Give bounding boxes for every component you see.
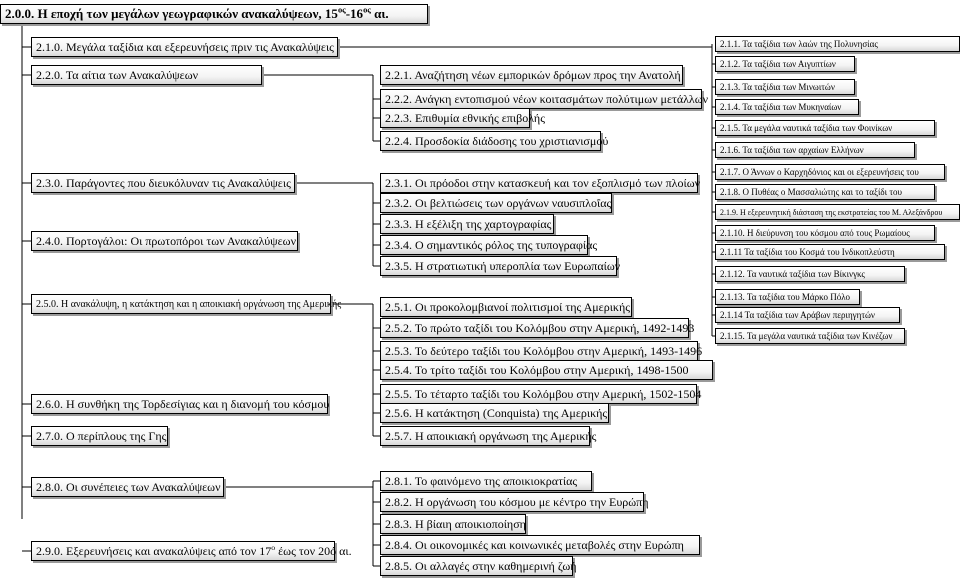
- node-label: 2.6.0. Η συνθήκη της Τορδεσίγιας και η διανομή του κόσμου: [36, 396, 330, 411]
- node-label: 2.1.7. Ο Άννων ο Καρχηδόνιος και οι εξερευνήσεις του: [720, 167, 919, 177]
- node-2-1-3: [715, 79, 855, 95]
- node-2-1-4: [715, 99, 859, 115]
- node-2-1-1: [715, 36, 960, 52]
- connector-250-children: [373, 304, 380, 436]
- node-2-5-6: [380, 403, 609, 423]
- node-label: 2.1.9. Η εξερευνητική διάσταση της εκστρατείας του Μ. Αλεξάνδρου: [720, 207, 943, 217]
- node-2-5-7: [380, 426, 597, 446]
- node-label: 2.2.4. Προσδοκία διάδοσης του χριστιανισμού: [385, 133, 609, 148]
- node-2-8-0: [31, 477, 224, 497]
- node-2-3-1: [380, 173, 701, 193]
- node-label: 2.1.3. Τα ταξίδια των Μινωιτών: [720, 82, 835, 92]
- node-label: 2.1.13. Τα ταξίδια του Μάρκο Πόλο: [720, 292, 851, 302]
- node-2-1-15: [715, 328, 905, 344]
- node-label: 2.1.6. Τα ταξίδια των αρχαίων Ελλήνων: [720, 145, 864, 155]
- node-label: 2.5.7. Η αποικιακή οργάνωση της Αμερικής: [385, 428, 597, 443]
- node-label: 2.1.1. Τα ταξίδια των λαών της Πολυνησίας: [720, 39, 878, 49]
- node-label: 2.4.0. Πορτογάλοι: Οι πρωτοπόροι των Ανακαλύψεων: [36, 233, 297, 248]
- node-label: 2.1.15. Τα μεγάλα ναυτικά ταξίδια των Κινέζων: [720, 331, 893, 341]
- node-label: 2.1.11 Τα ταξίδια του Κοσμά του Ινδικοπλεύστη: [720, 247, 895, 257]
- node-2-1-13: [715, 289, 860, 305]
- node-label: 2.1.0. Μεγάλα ταξίδια και εξερευνήσεις πριν τις Ανακαλύψεις: [36, 39, 334, 54]
- node-2-5-4: [380, 360, 713, 380]
- node-label: 2.3.2. Οι βελτιώσεις των οργάνων ναυσιπλοΐας: [385, 195, 612, 210]
- node-label: 2.3.5. Η στρατιωτική υπεροπλία των Ευρωπαίων: [385, 258, 621, 273]
- node-label: 2.1.12. Τα ναυτικά ταξίδια των Βίκινγκς: [720, 269, 865, 279]
- node-2-8-1: [380, 471, 592, 491]
- node-label: 2.7.0. Ο περίπλους της Γης: [36, 428, 167, 443]
- node-label: 2.1.10. Η διεύρυνση του κόσμου από τους Ρωμαίους: [720, 228, 910, 238]
- node-label: 2.5.6. Η κατάκτηση (Conquista) της Αμερικής: [385, 405, 608, 420]
- node-2-1-11: [715, 244, 945, 260]
- node-2-1-6: [715, 142, 915, 158]
- node-label: 2.8.5. Οι αλλαγές στην καθημερινή ζωή: [385, 558, 577, 573]
- root-title: 2.0.0. Η εποχή των μεγάλων γεωγραφικών ανακαλύψεων, $15^{o\varsigma}-16^{o\varsigma}$ αι.: [5, 4, 389, 21]
- node-2-5-1: [380, 297, 632, 317]
- node-label: 2.3.4. Ο σημαντικός ρόλος της τυπογραφίας: [385, 237, 598, 252]
- node-2-3-0: [31, 173, 295, 193]
- node-2-1-7: [715, 164, 945, 180]
- node-2-7-0: [31, 426, 168, 446]
- node-2-5-2: [380, 318, 695, 338]
- node-2-2-1: [380, 65, 683, 85]
- node-label: 2.2.2. Ανάγκη εντοπισμού νέων κοιτασμάτων πολύτιμων μετάλλων: [385, 91, 709, 106]
- node-2-4-0: [31, 231, 298, 251]
- node-2-3-5: [380, 256, 621, 276]
- node-label: 2.1.14 Τα ταξίδια των Αράβων περιηγητών: [720, 310, 875, 320]
- node-2-8-2: [380, 492, 649, 512]
- node-label: 2.5.0. Η ανακάλυψη, η κατάκτηση και η αποικιακή οργάνωση της Αμερικής: [36, 298, 342, 310]
- node-label: 2.5.5. Το τέταρτο ταξίδι του Κολόμβου στην Αμερική, 1502-1504: [385, 386, 702, 401]
- node-2-2-0: [31, 65, 262, 85]
- node-label: 2.5.3. Το δεύτερο ταξίδι του Κολόμβου στην Αμερική, 1493-1496: [385, 343, 703, 358]
- node-label: 2.1.8. Ο Πυθέας ο Μασσαλιώτης και το ταξίδι του: [720, 187, 902, 197]
- connector-280-children: [373, 481, 380, 566]
- node-2-8-4: [380, 535, 700, 555]
- node-label: 2.3.3. Η εξέλιξη της χαρτογραφίας: [385, 216, 552, 231]
- node-2-1-10: [715, 225, 935, 241]
- root-node: [0, 4, 428, 24]
- node-label: 2.1.4. Τα ταξίδια των Μυκηναίων: [720, 102, 842, 112]
- node-label: 2.2.0. Τα αίτια των Ανακαλύψεων: [36, 67, 199, 82]
- node-label: 2.8.4. Οι οικονομικές και κοινωνικές μεταβολές στην Ευρώπη: [385, 537, 684, 552]
- node-label: 2.5.2. Το πρώτο ταξίδι του Κολόμβου στην Αμερική, 1492-1493: [385, 320, 695, 335]
- node-label: 2.2.3. Επιθυμία εθνικής επιβολής: [385, 110, 545, 125]
- node-label: 2.5.1. Οι προκολομβιανοί πολιτισμοί της Αμερικής: [385, 299, 631, 314]
- node-2-2-2: [380, 89, 709, 109]
- node-2-5-3: [380, 341, 703, 361]
- node-2-5-5: [380, 384, 702, 404]
- node-2-1-9: [715, 204, 960, 220]
- node-2-1-14: [715, 307, 900, 323]
- connector-220-children: [373, 75, 380, 141]
- node-label: 2.9.0. Εξερευνήσεις και ανακαλύψεις από τον $17^o$ έως τον 20ό αι.: [36, 542, 352, 558]
- node-2-1-2: [715, 56, 855, 72]
- node-label: 2.8.1. Το φαινόμενο της αποικιοκρατίας: [385, 473, 578, 488]
- node-2-2-3: [380, 108, 545, 128]
- node-label: 2.3.0. Παράγοντες που διευκόλυναν τις Ανακαλύψεις: [36, 175, 291, 190]
- node-2-1-5: [715, 120, 935, 136]
- node-label: 2.8.0. Οι συνέπειες των Ανακαλύψεων: [36, 479, 221, 494]
- node-label: 2.2.1. Αναζήτηση νέων εμπορικών δρόμων προς την Ανατολή: [385, 67, 681, 82]
- node-2-9-0: [31, 541, 352, 561]
- node-2-1-8: [715, 184, 935, 200]
- node-2-2-4: [380, 131, 609, 151]
- node-label: 2.8.2. Η οργάνωση του κόσμου με κέντρο την Ευρώπη: [385, 494, 649, 509]
- node-label: 2.8.3. Η βίαιη αποικιοποίηση: [385, 516, 526, 531]
- node-2-1-12: [715, 266, 905, 282]
- node-2-3-4: [380, 235, 598, 255]
- node-2-6-0: [31, 394, 328, 414]
- node-2-3-3: [380, 214, 554, 234]
- node-label: 2.1.5. Τα μεγάλα ναυτικά ταξίδια των Φοινίκων: [720, 123, 893, 133]
- connector-230-children: [373, 183, 380, 266]
- node-2-1-0: [31, 37, 338, 57]
- node-label: 2.3.1. Οι πρόοδοι στην κατασκευή και τον εξοπλισμό των πλοίων: [385, 175, 701, 190]
- node-2-5-0: [31, 294, 342, 314]
- node-2-8-3: [380, 514, 526, 534]
- node-label: 2.5.4. Το τρίτο ταξίδι του Κολόμβου στην Αμερική, 1498-1500: [385, 362, 689, 377]
- node-label: 2.1.2. Τα ταξίδια των Αιγυπτίων: [720, 59, 836, 69]
- node-2-3-2: [380, 193, 612, 213]
- node-2-8-5: [380, 556, 577, 576]
